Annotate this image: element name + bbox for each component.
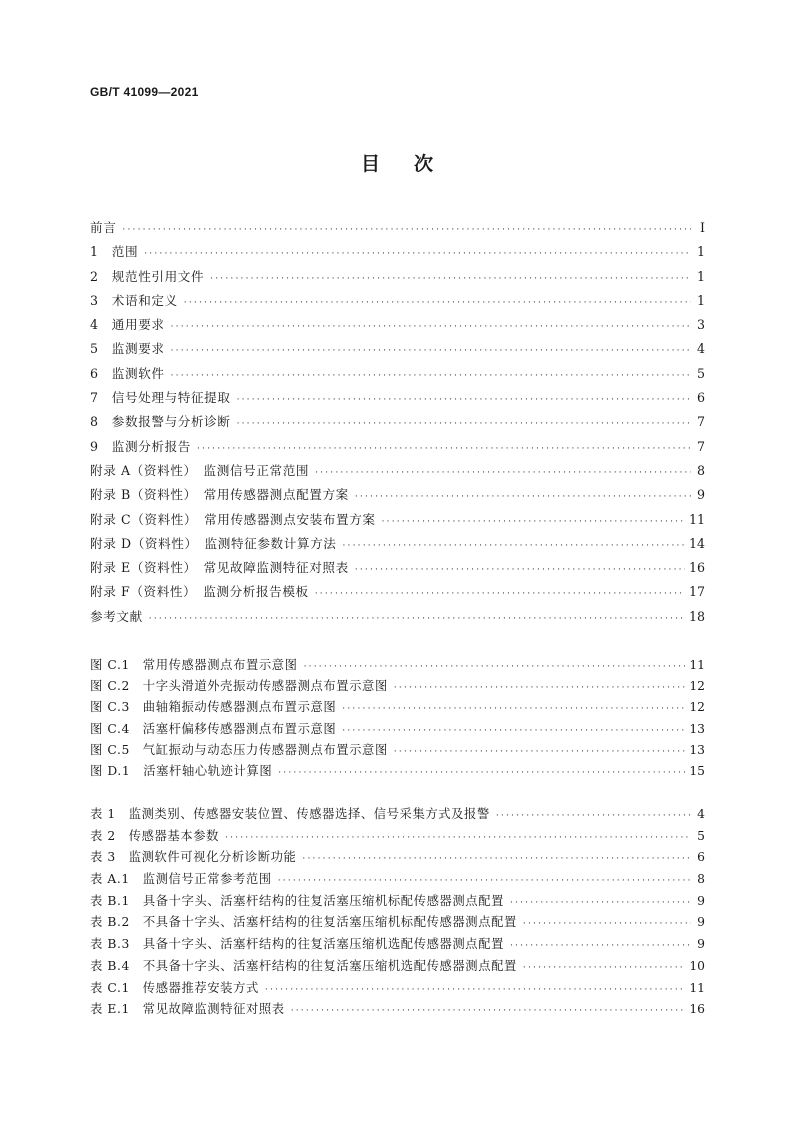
toc-dot-leader	[342, 721, 685, 742]
toc-entry[interactable]	[90, 532, 705, 556]
toc-entry-page: 13	[689, 721, 705, 736]
toc-entry-label: 图 C.3 曲轴箱振动传感器测点布置示意图	[90, 700, 337, 715]
toc-entry-label: 表 E.1 常见故障监测特征对照表	[90, 1002, 285, 1017]
toc-entry[interactable]	[90, 265, 705, 289]
toc-dot-leader	[394, 678, 685, 699]
toc-entry[interactable]	[90, 869, 705, 891]
toc-entry-label: 表 B.4 不具备十字头、活塞杆结构的往复活塞压缩机选配传感器测点配置	[90, 958, 517, 973]
toc-entry-label: 6 监测软件	[90, 365, 165, 381]
toc-entry-label: 参考文献	[90, 608, 143, 624]
toc-entry-label: 2 规范性引用文件	[90, 268, 205, 284]
toc-dot-leader	[355, 485, 691, 509]
toc-entry-page: 4	[696, 341, 705, 357]
toc-dot-leader	[197, 437, 691, 461]
toc-entry[interactable]	[90, 216, 705, 240]
toc-dot-leader	[278, 871, 691, 893]
toc-dot-leader	[265, 980, 685, 1002]
standard-code: GB/T 41099—2021	[90, 85, 199, 99]
toc-entry-label: 附录 A（资料性） 监测信号正常范围	[90, 462, 310, 478]
toc-entry-label: 8 参数报警与分析诊断	[90, 414, 231, 430]
toc-entry-label: 3 术语和定义	[90, 292, 178, 308]
toc-dot-leader	[394, 742, 685, 763]
toc-dot-leader	[149, 607, 685, 631]
toc-dot-leader	[291, 1001, 686, 1023]
toc-entry-page: 1	[696, 244, 705, 260]
toc-entry[interactable]	[90, 362, 705, 386]
toc-entry[interactable]	[90, 740, 705, 761]
toc-figures-section	[90, 655, 705, 782]
page-title: 目次	[360, 153, 467, 175]
toc-dot-leader	[184, 291, 691, 315]
toc-entry-label: 附录 F（资料性） 监测分析报告模板	[90, 584, 309, 600]
toc-entry-label: 表 C.1 传感器推荐安装方式	[90, 980, 259, 995]
toc-entry-label: 表 3 监测软件可视化分析诊断功能	[90, 850, 297, 865]
toc-dot-leader	[237, 412, 691, 436]
toc-dot-leader	[210, 267, 691, 291]
toc-entry-page: 18	[688, 608, 705, 624]
toc-entry-page: 3	[696, 317, 705, 333]
toc-entry-page: 11	[688, 511, 705, 527]
toc-entry-label: 表 B.2 不具备十字头、活塞杆结构的往复活塞压缩机标配传感器测点配置	[90, 915, 517, 930]
toc-entry-label: 图 C.4 活塞杆偏移传感器测点布置示意图	[90, 721, 337, 736]
toc-entry-page: 13	[689, 742, 705, 757]
toc-entry-label: 图 D.1 活塞杆轴心轨迹计算图	[90, 763, 273, 778]
toc-entry[interactable]	[90, 508, 705, 532]
toc-entry-page: 5	[696, 365, 705, 381]
toc-dot-leader	[278, 763, 685, 784]
toc-dot-leader	[315, 582, 685, 606]
toc-entry[interactable]	[90, 956, 705, 978]
toc-entry[interactable]	[90, 386, 705, 410]
toc-entry[interactable]	[90, 912, 705, 934]
toc-entry[interactable]	[90, 847, 705, 869]
toc-dot-leader	[382, 510, 685, 534]
toc-entry-page: 12	[689, 700, 705, 715]
toc-entry[interactable]	[90, 655, 705, 676]
toc-entry-label: 4 通用要求	[90, 317, 165, 333]
toc-entry-label: 9 监测分析报告	[90, 438, 191, 454]
toc-entry-page: 12	[689, 679, 705, 694]
toc-entry-label: 5 监测要求	[90, 341, 165, 357]
toc-entry-page: 8	[696, 462, 705, 478]
toc-entry[interactable]	[90, 934, 705, 956]
toc-entry[interactable]	[90, 826, 705, 848]
toc-entry[interactable]	[90, 697, 705, 718]
toc-entry[interactable]	[90, 891, 705, 913]
toc-dot-leader	[304, 657, 686, 678]
toc-entry[interactable]	[90, 719, 705, 740]
toc-entry-page: 15	[689, 763, 705, 778]
toc-entry-page: 1	[696, 292, 705, 308]
toc-entry-page: 16	[689, 1002, 705, 1017]
toc-entry-label: 附录 D（资料性） 监测特征参数计算方法	[90, 535, 337, 551]
toc-entry[interactable]	[90, 289, 705, 313]
toc-dot-leader	[523, 914, 691, 936]
toc-dot-leader	[171, 315, 691, 339]
toc-entry-page: 6	[697, 850, 705, 865]
toc-entry-page: 11	[689, 658, 705, 672]
toc-entry-label: 附录 C（资料性） 常用传感器测点安装布置方案	[90, 511, 376, 527]
toc-dot-leader	[496, 806, 691, 828]
toc-entry[interactable]	[90, 410, 705, 434]
toc-entry[interactable]	[90, 240, 705, 264]
toc-entry-page: 7	[696, 414, 705, 430]
toc-entry[interactable]	[90, 605, 705, 629]
toc-entry-label: 图 C.1 常用传感器测点布置示意图	[90, 658, 298, 672]
toc-dot-leader	[315, 461, 691, 485]
toc-entry-page: 5	[697, 828, 705, 843]
toc-entry-label: 1 范围	[90, 244, 139, 260]
toc-entry-label: 表 B.3 具备十字头、活塞杆结构的往复活塞压缩机选配传感器测点配置	[90, 937, 504, 952]
toc-dot-leader	[302, 849, 691, 871]
toc-entry-label: 表 B.1 具备十字头、活塞杆结构的往复活塞压缩机标配传感器测点配置	[90, 893, 504, 908]
toc-entry[interactable]	[90, 313, 705, 337]
toc-entry-page: 9	[696, 487, 705, 503]
toc-dot-leader	[237, 388, 691, 412]
toc-entry[interactable]	[90, 999, 705, 1021]
toc-dot-leader	[510, 936, 691, 958]
toc-main-section	[90, 216, 705, 629]
toc-entry-page: 6	[696, 390, 705, 406]
toc-entry-label: 附录 E（资料性） 常见故障监测特征对照表	[90, 560, 349, 576]
toc-entry-label: 表 1 监测类别、传感器安装位置、传感器选择、信号采集方式及报警	[90, 807, 490, 821]
toc-entry[interactable]	[90, 761, 705, 782]
toc-entry-label: 表 A.1 监测信号正常参考范围	[90, 872, 272, 887]
toc-entry-page: 11	[689, 980, 705, 995]
toc-entry[interactable]	[90, 459, 705, 483]
toc-entry-page: 16	[688, 560, 705, 576]
toc-entry-page: 9	[697, 915, 705, 930]
toc-entry-page: 10	[689, 958, 705, 973]
toc-tables-section	[90, 804, 705, 1021]
toc-entry-page: 8	[697, 872, 705, 887]
toc-entry-page: 17	[688, 584, 705, 600]
toc-dot-leader	[523, 958, 685, 980]
toc-dot-leader	[342, 699, 685, 720]
toc-entry[interactable]	[90, 556, 705, 580]
toc-dot-leader	[144, 242, 691, 266]
toc-entry-page: 1	[696, 268, 705, 284]
toc-entry-page: 14	[688, 535, 705, 551]
toc-entry-page: 9	[697, 937, 705, 952]
toc-entry-page: 9	[697, 893, 705, 908]
toc-entry[interactable]	[90, 580, 705, 604]
toc-dot-leader	[171, 364, 691, 388]
toc-entry-label: 7 信号处理与特征提取	[90, 390, 231, 406]
toc-entry[interactable]	[90, 978, 705, 1000]
toc-entry-label: 图 C.5 气缸振动与动态压力传感器测点布置示意图	[90, 742, 388, 757]
toc-dot-leader	[510, 893, 691, 915]
toc-entry-page: Ⅰ	[700, 220, 705, 235]
toc-entry-label: 图 C.2 十字头滑道外壳振动传感器测点布置示意图	[90, 679, 388, 694]
toc-dot-leader	[343, 534, 685, 558]
toc-entry[interactable]	[90, 804, 705, 826]
toc-dot-leader	[122, 218, 691, 242]
toc-entry[interactable]	[90, 337, 705, 361]
toc-dot-leader	[355, 558, 685, 582]
toc-entry-label: 附录 B（资料性） 常用传感器测点配置方案	[90, 487, 349, 503]
toc-entry-page: 4	[697, 807, 705, 821]
toc-entry[interactable]	[90, 435, 705, 459]
toc-entry-label: 表 2 传感器基本参数	[90, 828, 220, 843]
toc-entry[interactable]	[90, 676, 705, 697]
toc-entry[interactable]	[90, 483, 705, 507]
toc-dot-leader	[171, 339, 691, 363]
toc-dot-leader	[225, 828, 691, 850]
toc-entry-page: 7	[696, 438, 705, 454]
toc-entry-label: 前言	[90, 220, 117, 235]
